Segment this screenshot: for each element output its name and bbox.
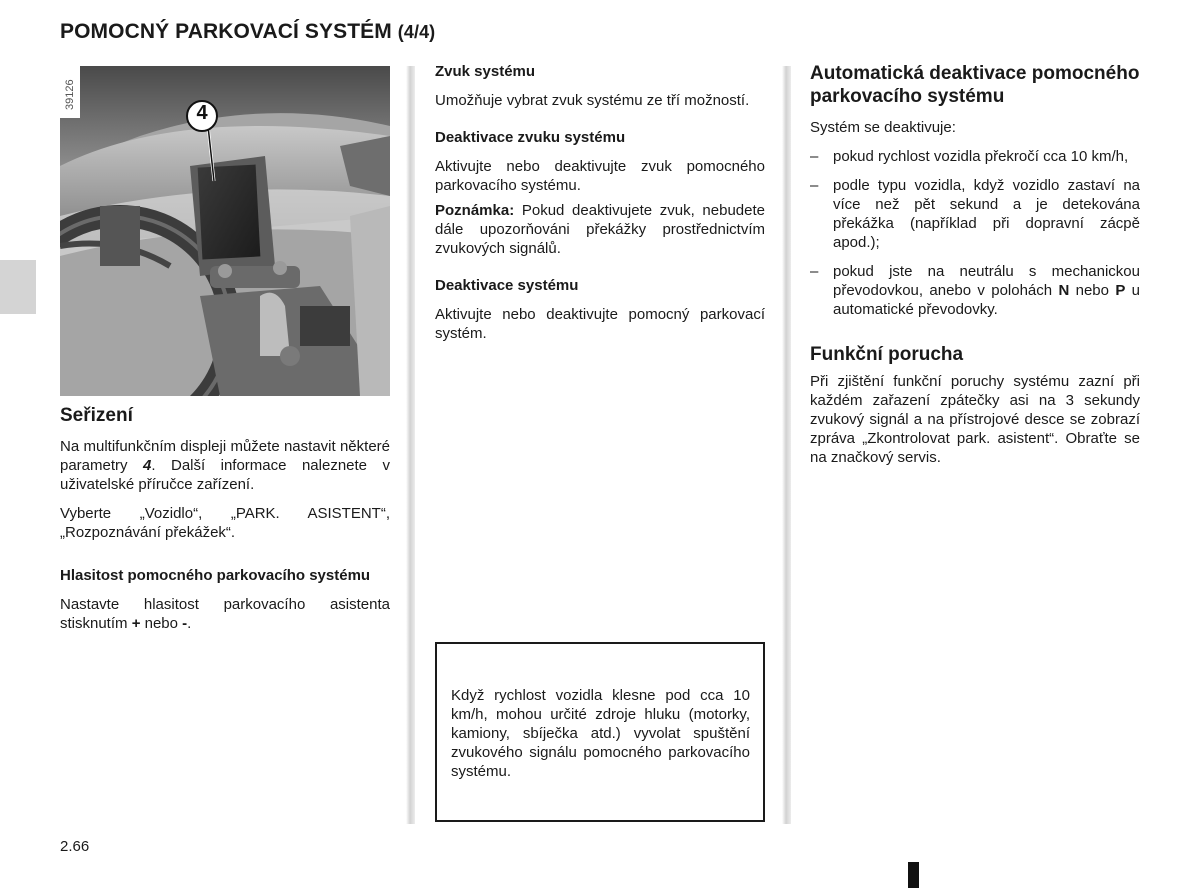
chapter-tab-marker bbox=[0, 260, 36, 314]
subheading-system-deactivation: Deaktivace systému bbox=[435, 277, 579, 294]
text-run: Na multifunkčním displeji můžete nastavit některé parametry bbox=[60, 438, 390, 474]
list-item-text: pokud jste na neutrálu s mechanickou převodovkou, anebo v polohách bbox=[833, 263, 1140, 299]
text-run: . Další informace naleznete v uživatelské příručce zařízení. bbox=[60, 457, 390, 493]
text-run: nebo bbox=[140, 615, 183, 632]
paragraph: Systém se deaktivuje: bbox=[810, 119, 956, 136]
image-code-text: 39126 bbox=[64, 79, 76, 110]
note-paragraph bbox=[435, 201, 765, 258]
minus-symbol: - bbox=[182, 615, 188, 632]
dashboard-photo bbox=[60, 66, 390, 396]
page-title-text: POMOCNÝ PARKOVACÍ SYSTÉM bbox=[60, 20, 392, 43]
dash-bullet: – bbox=[810, 263, 819, 280]
paragraph bbox=[60, 595, 390, 633]
column-middle bbox=[435, 62, 765, 343]
page-title bbox=[60, 20, 435, 44]
list-item-text: nebo bbox=[1069, 282, 1116, 299]
text-run: . bbox=[187, 615, 192, 632]
page-title-part: (4/4) bbox=[397, 22, 436, 42]
section-heading-auto-deactivation: Automatická deaktivace pomocného parkovacího systému bbox=[810, 63, 1140, 107]
dash-bullet: – bbox=[810, 177, 819, 194]
plus-symbol: + bbox=[131, 615, 141, 632]
subheading-sound-deactivation: Deaktivace zvuku systému bbox=[435, 129, 626, 146]
column-right bbox=[810, 62, 1140, 467]
subheading-volume: Hlasitost pomocného parkovacího systému bbox=[60, 567, 371, 584]
reference-number: 4 bbox=[143, 457, 152, 474]
note-box-text: Když rychlost vozidla klesne pod cca 10 km/h, mohou určité zdroje hluku (motorky, kamiony, sbíječka atd.) vyvolat spuštění zvukového signálu pomocného parkovacího systému. bbox=[451, 687, 750, 780]
callout-number: 4 bbox=[196, 102, 208, 124]
warning-note-box bbox=[435, 642, 765, 822]
paragraph: Aktivujte nebo deaktivujte pomocný parkovací systém. bbox=[435, 306, 765, 342]
list-item bbox=[810, 176, 1140, 252]
list-item-text: podle typu vozidla, když vozidlo zastaví na více než pět sekund a je detekována překážka (například při dopravní zácpě apod.); bbox=[833, 177, 1140, 251]
dash-bullet: – bbox=[810, 148, 819, 165]
gear-position-n: N bbox=[1058, 282, 1070, 299]
page-number: 2.66 bbox=[60, 838, 90, 855]
list-item bbox=[810, 262, 1140, 319]
gear-position-p: P bbox=[1115, 282, 1126, 299]
print-edge-marker bbox=[908, 862, 919, 888]
column-left bbox=[60, 66, 390, 633]
section-heading-serizeni: Seřizení bbox=[60, 405, 133, 426]
section-heading-malfunction: Funkční porucha bbox=[810, 344, 964, 365]
list-item-text: u automatické převodovky. bbox=[833, 282, 1140, 318]
paragraph: Aktivujte nebo deaktivujte zvuk pomocného parkovacího systému. bbox=[435, 158, 765, 194]
paragraph bbox=[60, 437, 390, 494]
subheading-system-sound: Zvuk systému bbox=[435, 63, 536, 80]
text-run: Pokud deaktivujete zvuk, nebudete dále upozorňováni překážky prostřednictvím zvukových signálů. bbox=[435, 202, 765, 257]
note-label: Poznámka: bbox=[435, 202, 515, 219]
list-item-text: pokud rychlost vozidla překročí cca 10 km/h, bbox=[833, 148, 1129, 165]
text-run: Nastavte hlasitost parkovacího asistenta stisknutím bbox=[60, 596, 390, 632]
list-item bbox=[810, 147, 1140, 166]
column-separator bbox=[782, 66, 791, 824]
paragraph: Vyberte „Vozidlo“, „PARK. ASISTENT“, „Rozpoznávání překážek“. bbox=[60, 505, 390, 541]
column-separator bbox=[406, 66, 415, 824]
paragraph: Při zjištění funkční poruchy systému zazní při každém zařazení zpátečky asi na 3 sekundy zvukový signál a na přístrojové desce se zobrazí zpráva „Zkontrolovat park. asistent“. Obraťte se na značkový servis. bbox=[810, 373, 1140, 466]
paragraph: Umožňuje vybrat zvuk systému ze tří možností. bbox=[435, 92, 750, 109]
callout-overlay bbox=[60, 66, 390, 396]
